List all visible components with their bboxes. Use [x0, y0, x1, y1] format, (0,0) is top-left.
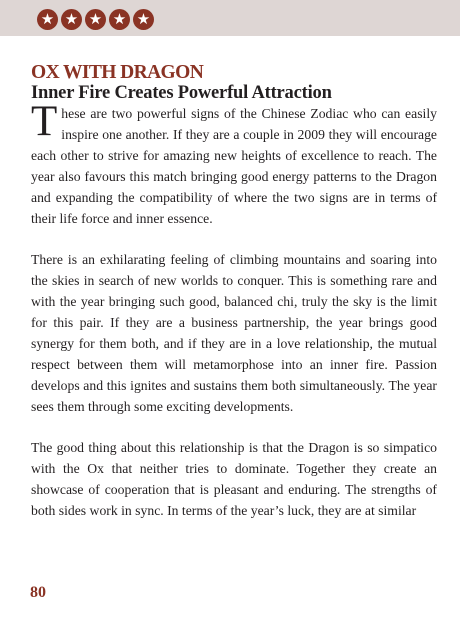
section-title: OX WITH DRAGON [31, 62, 204, 83]
paragraph: There is an exhilarating feeling of climbing mountains and soaring into the skies in search of new worlds to conquer. This is something rare and with the year bringing such good, balanced chi, truly the sky is the limit for this pair. If they are a business partnership, the year brings good synergy for them both, and if they are in a love relationship, the mutual respect between them will metamorphose into an inner fire. Passion develops and this ignites and sustains them both simultaneously. The year sees them through some exciting developments. [31, 252, 437, 414]
star-icon: ★ [85, 9, 106, 30]
star-rating [37, 9, 154, 30]
drop-cap: T [31, 98, 58, 145]
header-band [0, 0, 460, 36]
article-subtitle: Inner Fire Creates Powerful Attraction [31, 83, 332, 103]
article [31, 62, 437, 522]
star-icon: ★ [133, 9, 154, 30]
paragraph [31, 98, 437, 229]
star-icon: ★ [37, 9, 58, 30]
star-icon: ★ [109, 9, 130, 30]
paragraph: The good thing about this relationship is that the Dragon is so simpatico with the Ox that neither tries to dominate. Together they create an showcase of cooperation that is pleasant and enduring. The strengths of both sides work in sync. In terms of the year’s luck, they are at similar [31, 440, 437, 519]
star-icon: ★ [61, 9, 82, 30]
article-body [31, 98, 437, 522]
paragraph-text: hese are two powerful signs of the Chinese Zodiac who can easily inspire one another. If they are a couple in 2009 they will encourage each other to strive for amazing new heights of excellence to reach. The year also favours this match bringing good energy patterns to the Dragon and expanding the compatibility of where the two signs are in terms of their life force and inner essence. [31, 106, 437, 226]
page-number: 80 [30, 584, 46, 601]
